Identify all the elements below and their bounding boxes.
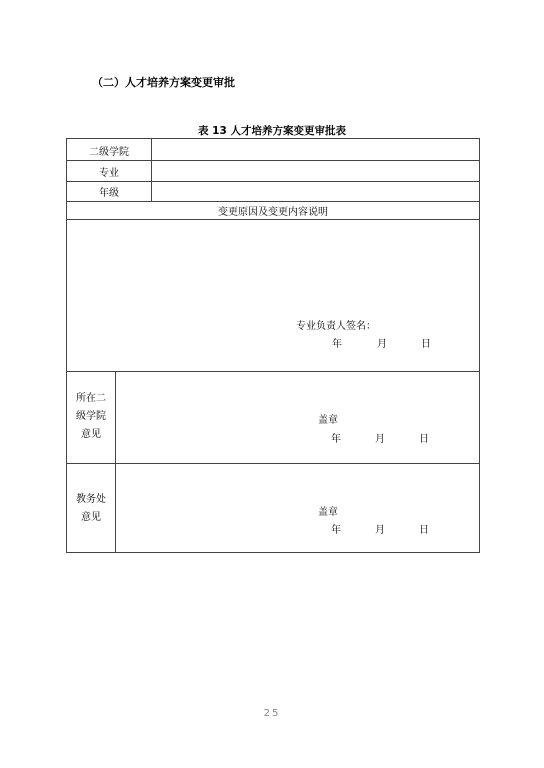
major-label: 专业 — [99, 168, 119, 179]
column-divider — [151, 139, 152, 201]
date-year: 年 — [331, 525, 341, 536]
change-reason-header: 变更原因及变更内容说明 — [218, 207, 328, 218]
academic-affairs-opinion-label — [67, 491, 115, 527]
row-divider — [67, 219, 479, 220]
date-day: 日 — [419, 434, 429, 445]
row-divider — [67, 201, 479, 202]
college-opinion-label — [67, 390, 115, 444]
column-divider — [115, 371, 116, 553]
section-heading: （二）人才培养方案变更审批 — [92, 76, 235, 89]
college-opinion-label-line: 级学院 — [76, 411, 106, 422]
date-year: 年 — [331, 434, 341, 445]
date-month: 月 — [375, 434, 385, 445]
date-day: 日 — [419, 525, 429, 536]
grade-label: 年级 — [99, 188, 119, 199]
table-title: 表 13 人才培养方案变更审批表 — [198, 125, 346, 137]
row-divider — [67, 371, 479, 372]
academic-affairs-label-line: 意见 — [81, 512, 101, 523]
signature-label: 专业负责人签名： — [296, 321, 376, 332]
academic-affairs-label-line: 教务处 — [76, 494, 106, 505]
date-month: 月 — [375, 525, 385, 536]
row-divider — [67, 160, 479, 161]
date-year: 年 — [332, 339, 342, 350]
college-opinion-label-line: 意见 — [81, 429, 101, 440]
row-divider — [67, 181, 479, 182]
college-label: 二级学院 — [89, 147, 129, 158]
date-month: 月 — [377, 339, 387, 350]
approval-form-table — [66, 138, 480, 553]
academic-affairs-seal-label: 盖章 — [318, 507, 338, 518]
row-divider — [67, 463, 479, 464]
college-opinion-label-line: 所在二 — [76, 393, 106, 404]
page-number: 25 — [263, 708, 281, 719]
college-seal-label: 盖章 — [318, 415, 338, 426]
date-day: 日 — [421, 339, 431, 350]
